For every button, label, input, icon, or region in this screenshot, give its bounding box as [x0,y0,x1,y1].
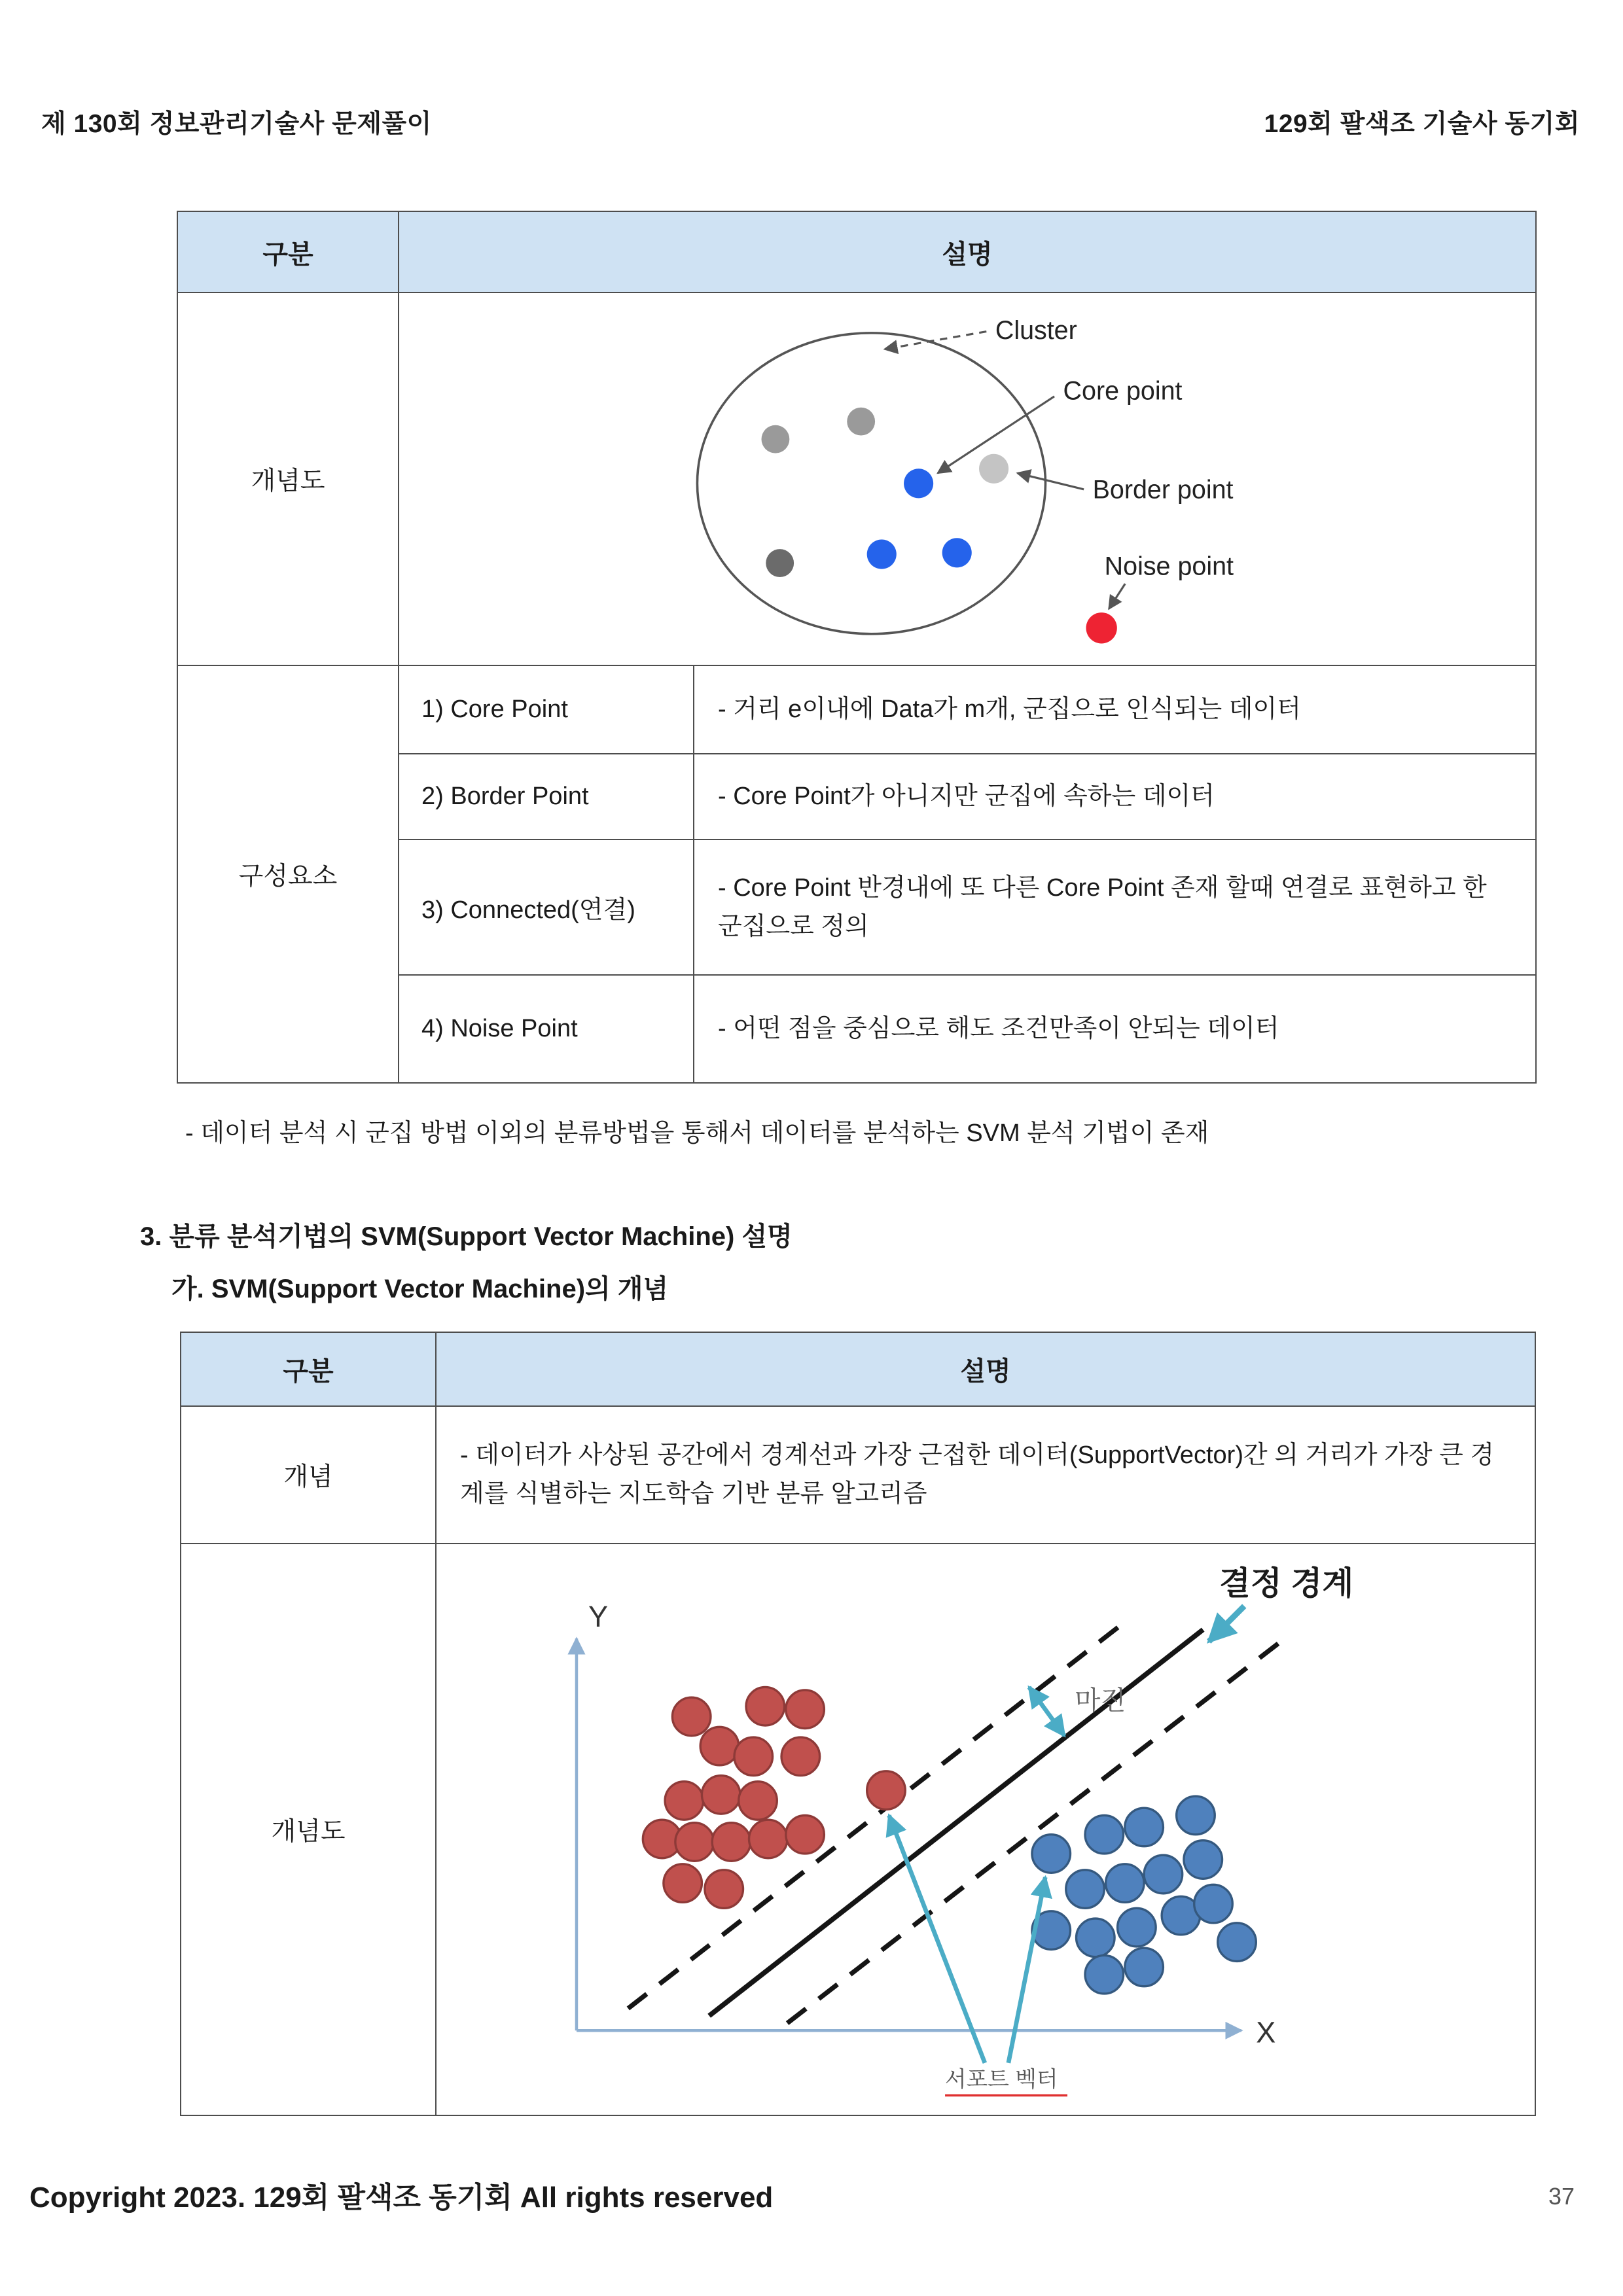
decision-boundary-arrow [1209,1606,1244,1642]
table2-row-label-diagram: 개념도 [181,1544,436,2115]
x-axis-label: X [1256,2015,1276,2049]
component-desc-core-point: - 거리 e이내에 Data가 m개, 군집으로 인식되는 데이터 [694,665,1536,754]
component-desc-noise-point: - 어떤 점을 중심으로 해도 조건만족이 안되는 데이터 [694,975,1536,1083]
red-class-points [643,1687,905,1908]
svm-diagram [437,1544,1535,2115]
support-vector-arrow-blue [1008,1877,1045,2063]
red-support-vector-dot [867,1771,906,1810]
core-point-dot [867,540,897,569]
dbscan-diagram [399,293,1535,665]
table2-header-category: 구분 [181,1332,436,1406]
core-point-dot [904,468,933,498]
margin-arrow [1029,1687,1064,1735]
y-axis-label: Y [588,1600,609,1634]
blue-support-vector-dot [1032,1835,1071,1873]
support-vector-arrow-red [889,1815,984,2062]
note-text: - 데이터 분석 시 군집 방법 이외의 분류방법을 통해서 데이터를 분석하는 SVM 분석 기법이 존재 [185,1120,1209,1147]
decision-boundary-label: 결정 경계 [1219,1564,1354,1602]
noise-point-label: Noise point [1104,552,1234,581]
noise-point-dot [1086,612,1116,643]
support-vector-label: 서포트 벡터 [945,2066,1058,2092]
table1-header-description: 설명 [399,211,1536,292]
cluster-ellipse [697,333,1045,634]
dbscan-table [177,211,1537,1084]
border-point-arrow [1018,473,1084,489]
component-term-connected: 3) Connected(연결) [399,839,694,975]
component-desc-connected: - Core Point 반경내에 또 다른 Core Point 존재 할때 연결로 표현하고 한 군집으로 정의 [694,839,1536,975]
footer-copyright: Copyright 2023. 129회 팔색조 동기회 All rights reserved [29,2181,774,2214]
cluster-label: Cluster [995,315,1077,345]
dbscan-diagram-cell [399,292,1536,665]
page-number: 37 [1548,2183,1575,2210]
component-term-noise-point: 4) Noise Point [399,975,694,1083]
header-right-title: 129회 팔색조 기술사 동기회 [1264,110,1580,138]
table1-row-label-diagram: 개념도 [177,292,399,665]
component-term-border-point: 2) Border Point [399,754,694,839]
core-point-dot [942,538,972,567]
section-subtitle: 가. SVM(Support Vector Machine)의 개념 [171,1275,669,1303]
table1-header-category: 구분 [177,211,399,292]
core-point-label: Core point [1063,376,1183,406]
margin-label: 마진 [1075,1685,1126,1716]
margin-line-lower [787,1636,1289,2023]
section-title: 3. 분류 분석기법의 SVM(Support Vector Machine) 설명 [140,1222,793,1251]
table2-header-description: 설명 [436,1332,1535,1406]
border-point-dot [979,454,1008,484]
component-desc-border-point: - Core Point가 아니지만 군집에 속하는 데이터 [694,754,1536,839]
svm-table [180,1332,1536,2116]
component-term-core-point: 1) Core Point [399,665,694,754]
blue-class-points [1032,1796,1256,1994]
svm-diagram-cell [436,1544,1535,2115]
border-point-label: Border point [1092,475,1234,504]
dark-gray-point [766,549,794,577]
table2-row-label-concept: 개념 [181,1406,436,1544]
header-left-title: 제 130회 정보관리기술사 문제풀이 [41,110,432,138]
gray-point [847,408,875,436]
gray-point [761,425,789,453]
noise-point-arrow [1109,584,1125,609]
table1-row-label-components: 구성요소 [177,665,399,1083]
svm-concept-desc: - 데이터가 사상된 공간에서 경계선과 가장 근접한 데이터(SupportVector)간 의 거리가 가장 큰 경계를 식별하는 지도학습 기반 분류 알고리즘 [436,1406,1535,1544]
